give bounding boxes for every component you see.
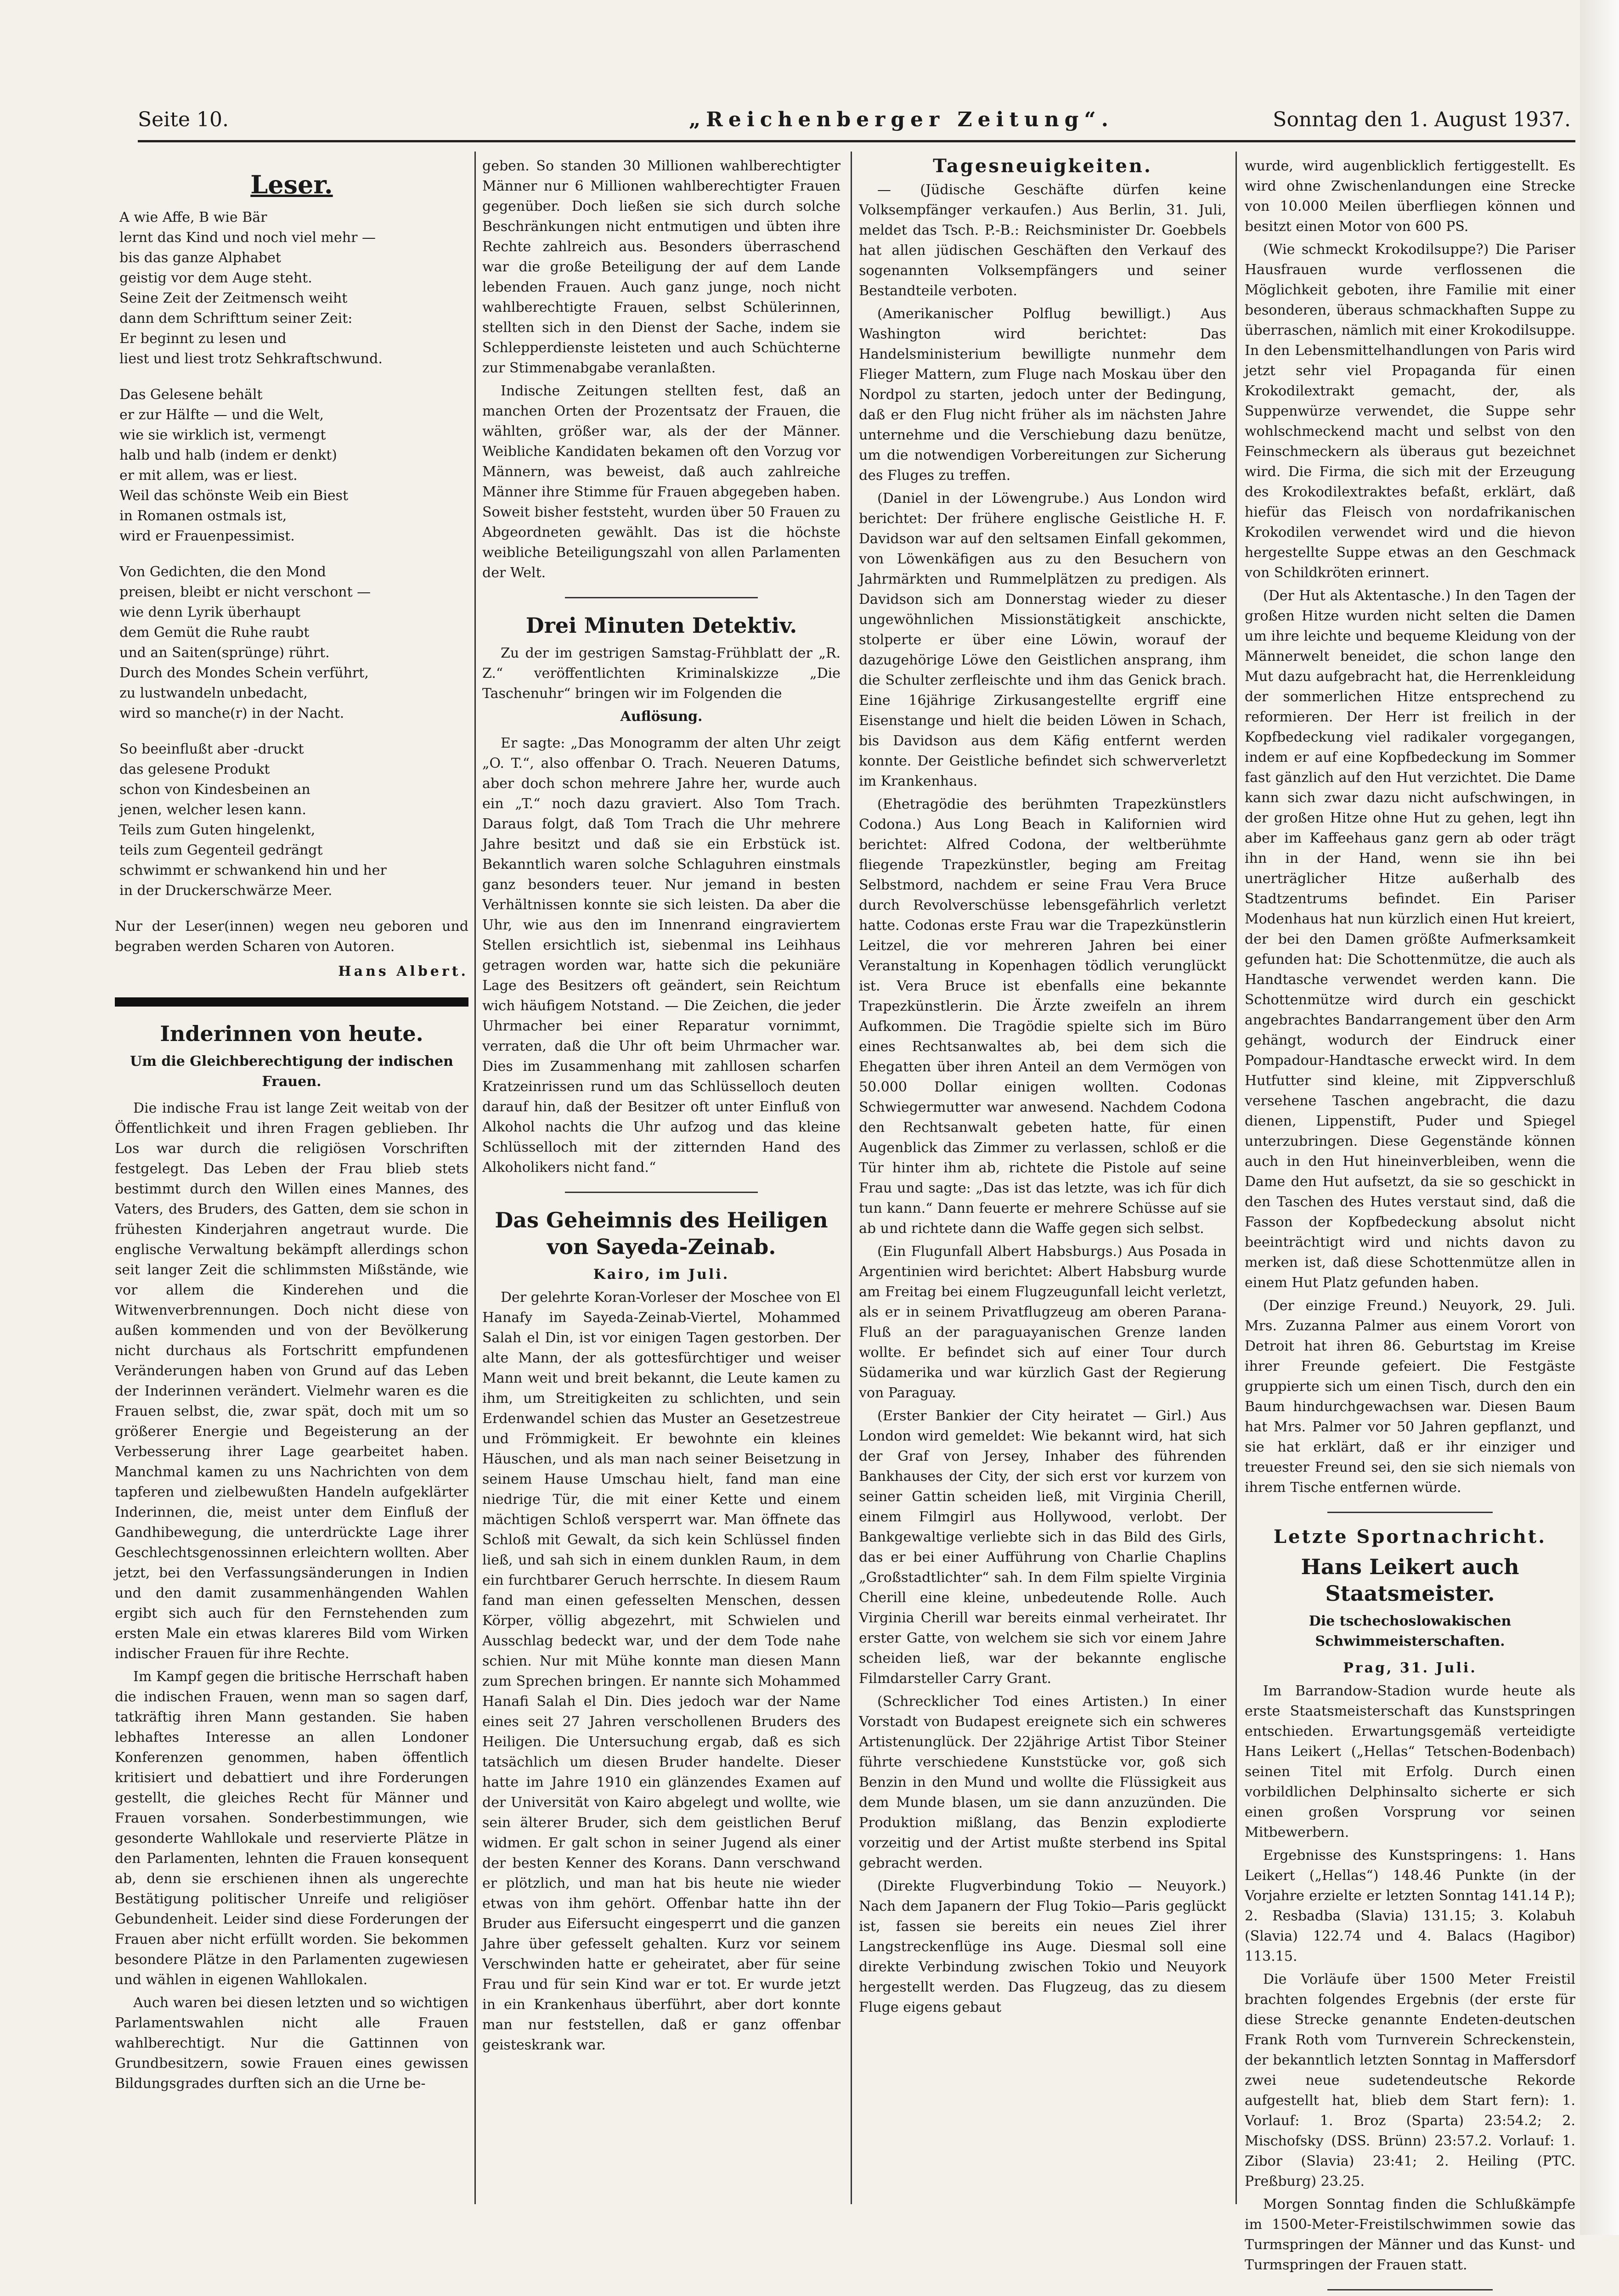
poem-line: geistig vor dem Auge steht. — [119, 270, 312, 286]
poem-line: wird er Frauenpessimist. — [119, 528, 295, 544]
column-3 — [859, 156, 1226, 2186]
poem-line: Er beginnt zu lesen und — [119, 331, 287, 347]
article-paragraph: Morgen Sonntag finden die Schlußkämpfe im 1500-Meter-Freistilschwimmen sowie das Turmspringen der Männer und das Kunst- und Turmspringen der Frauen statt. — [1245, 2196, 1575, 2273]
news-item: (Wie schmeckt Krokodilsuppe?) Die Pariser Hausfrauen wurde verflossenen die Möglichkeit geboten, ihre Familie mit einer besonderen, überaus schmackhaften Suppe zu überraschen, nämlich mit einer Krokodilsuppe. In den Lebensmittelhandlungen von Paris wird jetzt sehr viel Propaganda für einen Krokodilextrakt gemacht, der, als Suppenwürze verwendet, die Suppe sehr wohlschmeckend macht und selbst von den Feinschmeckern als überaus gut bezeichnet wird. Die Firma, die sich mit der Erzeugung des Krokodilextraktes befaßt, erklärt, daß hiefür das Fleisch von nordafrikanischen Krokodilen verwendet wird und die hievon hergestellte Suppe etwas an den Geschmack von Schildkröten erinnert. — [1245, 242, 1575, 581]
poem-line: halb und halb (indem er denkt) — [119, 447, 337, 463]
article-paragraph: Die Vorläufe über 1500 Meter Freistil brachten folgendes Ergebnis (der erste für diese Strecke genannte Endeten-deutschen Frank Roth vom Turnverein Schreckenstein, der bekanntlich letzten Sonntag in Maffersdorf zwei neue sudetendeutsche Rekorde aufgestellt hat, blieb dem Start fern): 1. Vorlauf: 1. Broz (Sparta) 23:54.2; 2. Mischofsky (DSS. Brünn) 23:57.2. Vorlauf: 1. Zibor (Slavia) 23:41; 2. Heiling (PTC. Preßburg) 23.25. — [1245, 1971, 1575, 2189]
poem-line: wird so manche(r) in der Nacht. — [119, 705, 344, 721]
column-2 — [482, 156, 841, 2186]
header-rule — [138, 140, 1575, 142]
poem-line: in der Druckerschwärze Meer. — [119, 883, 333, 899]
poem-line: Von Gedichten, die den Mond — [119, 564, 326, 580]
article-title: Drei Minuten Detektiv. — [525, 613, 797, 638]
dateline: Prag, 31. Juli. — [1343, 1660, 1477, 1676]
article-paragraph: Auch waren bei diesen letzten und so wichtigen Parlamentswahlen nicht alle Frauen wahlberechtigt. Nur die Gattinnen von Grundbesitzern, sowie Frauen eines gewissen Bildungsgrades durften sich an die Urne be- — [115, 1995, 468, 2092]
poem-line: liest und liest trotz Sehkraftschwund. — [119, 351, 383, 367]
article-title: Inderinnen von heute. — [160, 1021, 423, 1046]
poem-line: zu lustwandeln unbedacht, — [119, 685, 308, 701]
page-number: Seite 10. — [138, 108, 229, 131]
column-divider — [1235, 152, 1237, 2204]
article-paragraph: Die indische Frau ist lange Zeit weitab von der Öffentlichkeit und ihren Fragen geblieben. Ihr Los war durch die religiösen Vorschriften festgelegt. Das Leben der Frau blieb stets bestimmt durch den Willen eines Mannes, des Vaters, des Bruders, des Gatten, dem sie schon in frühesten Kinderjahren angetraut wurde. Die englische Verwaltung bekämpft allerdings schon seit langer Zeit die schlimmsten Mißstände, wie vor allem die Kinderehen und die Witwenverbrennungen. Doch nicht diese von außen kommenden und von der Bevölkerung nicht durchaus als Fortschritt empfundenen Veränderungen haben von Grund auf das Leben der Inderinnen verändert. Vielmehr waren es die Frauen selbst, die, zwar spät, doch mit um so größerer Energie und Begeisterung an der Verbesserung ihrer Lage gearbeitet haben. Manchmal kamen zu uns Nachrichten von dem tapferen und zielbewußten Handeln aufgeklärter Inderinnen, die, meist unter dem Einfluß der Gandhibewegung, die unterdrückte Lage ihrer Geschlechtsgenossinnen erleichtern wollten. Aber jetzt, bei den Verfassungsänderungen in Indien und den damit zusammenhängenden Wahlen ergibt sich auch für den Fernstehenden zum ersten Male ein etwas klareres Bild vom Wirken indischer Frauen für ihre Rechte. — [115, 1100, 468, 1662]
article-rule — [1327, 1512, 1493, 1513]
poem-line: jenen, welcher lesen kann. — [119, 802, 306, 818]
news-item: (Der Hut als Aktentasche.) In den Tagen der großen Hitze wurden nicht selten die Damen um ihre leichte und bequeme Kleidung von der Männerwelt beneidet, die schon lange den Mut dazu aufgebracht hat, die Herrenkleidung der sommerlichen Hitze entsprechend zu reformieren. Der Herr ist freilich in der Kopfbedeckung viel radikaler vorgegangen, indem er auf eine Kopfbedeckung im Sommer fast gänzlich auf den Hut verzichtet. Die Dame kann sich zwar dazu nicht aufschwingen, in der großen Hitze ohne Hut zu gehen, legt ihn aber im Kaffeehaus ganz gern ab oder trägt ihn in der Hand, wenn sie ihn bei unerträglicher Hitze außerhalb des Stadtzentrums befindet. Ein Pariser Modenhaus hat nun kürzlich einen Hut kreiert, der bei den Damen größte Aufmerksamkeit gefunden hat: Die Schottenmütze, die auch als Handtasche verwendet werden kann. Die Schottenmütze wird durch ein geschickt angebrachtes Bandarrangement über den Arm gehängt, wodurch der Eindruck einer Pompadour-Handtasche erweckt wird. In dem Hutfutter sind kleine, mit Zippverschluß versehene Taschen angebracht, die dazu dienen, Lippenstift, Puder und Spiegel unterzubringen. Diese Gegenstände können auch in den Hut hineinverbleiben, wenn die Dame den Hut aufsetzt, da sie so geschickt in den Taschen des Hutes verstaut sind, daß die Fasson der Kopfbedeckung absolut nicht beeinträchtigt wird und nichts davon zu merken ist, daß diese Schottenmütze allen in einem Hut Platz gefunden haben. — [1245, 588, 1575, 1291]
section-rule — [115, 997, 468, 1007]
article-paragraph: Der gelehrte Koran-Vorleser der Moschee von El Hanafy im Sayeda-Zeinab-Viertel, Mohammed Salah el Din, ist vor einigen Tagen gestorben. Der alte Mann, der als gottesfürchtiger und weiser Mann weit und breit bekannt, die Leute kamen zu ihm, um Streitigkeiten zu schlichten, und sein Erdenwandel schien das Muster an Gesetzestreue und Frömmigkeit. Er bewohnte ein kleines Häuschen, und als man nach seiner Beisetzung in seinem Hause Umschau hielt, fand man eine niedrige Tür, die mit einer Kette und einem mächtigen Schloß versperrt war. Man öffnete das Schloß mit Gewalt, da sich kein Schlüssel finden ließ, und sah sich in einem dunklen Raum, in dem ein furchtbarer Geruch herrschte. In diesem Raum fand man einen gefesselten Menschen, dessen Körper, völlig abgezehrt, mit Schwielen und Ausschlag bedeckt war, und der dem Tode nahe schien. Nur mit Mühe konnte man diesen Mann zum Sprechen bringen. Er nannte sich Mohammed Hanafi Salah el Din. Dies jedoch war der Name eines seit 27 Jahren verschollenen Bruders des Heiligen. Die Untersuchung ergab, daß es sich tatsächlich um diesen Bruder handelte. Dieser hatte im Jahre 1910 ein glänzendes Examen auf der Universität von Kairo abgelegt und wollte, wie sein älterer Bruder, sich dem geistlichen Beruf widmen. Er galt schon in seiner Jugend als einer der besten Kenner des Korans. Dann verschwand er plötzlich, und man hat bis heute nie wieder etwas von ihm gehört. Offenbar hatte ihn der Bruder aus Eifersucht eingesperrt und die ganzen Jahre über gefesselt gehalten. Kurz vor seinem Verschwinden hatte er geheiratet, aber für seine Frau und für sein Kind war er tot. Er wurde jetzt in ein Krankenhaus überführt, aber dort konnte man nur feststellen, daß er ganz offenbar geisteskrank war. — [482, 1289, 841, 2053]
poem-line: wie sie wirklich ist, vermengt — [119, 427, 326, 443]
poem-stanza — [119, 739, 468, 901]
poem-line: er zur Hälfte — und die Welt, — [119, 407, 324, 423]
news-item: (Schrecklicher Tod eines Artisten.) In einer Vorstadt von Budapest ereignete sich ein schweres Artistenunglück. Der 22jährige Artist Tibor Steiner führte verschiedene Kunststücke vor, goß sich Benzin in den Mund und wollte die Flüssigkeit aus dem Munde blasen, um sie dann anzuzünden. Die Produktion mißlang, das Benzin explodierte vorzeitig und der Artist mußte sterbend ins Spital gebracht werden. — [859, 1694, 1226, 1871]
poem-stanza — [119, 208, 468, 369]
section-title: Tagesneuigkeiten. — [933, 155, 1152, 177]
poem-line: wie denn Lyrik überhaupt — [119, 604, 301, 620]
poem-author: Hans Albert. — [338, 963, 468, 979]
column-divider — [851, 152, 852, 2204]
poem-line: Das Gelesene behält — [119, 387, 263, 403]
poem-title: Leser. — [250, 170, 333, 199]
poem-line: preisen, bleibt er nicht verschont — — [119, 584, 371, 600]
article-paragraph: Zu der im gestrigen Samstag-Frühblatt der „R. Z.“ veröffentlichten Kriminalskizze „Die Taschenuhr“ bringen wir im Folgenden die — [482, 645, 841, 702]
article-paragraph: Im Barrandow-Stadion wurde heute als erste Staatsmeisterschaft das Kunstspringen entschieden. Erwartungsgemäß verteidigte Hans Leikert („Hellas“ Tetschen-Bodenbach) seinen Titel mit Erfolg. Durch einen vorbildlichen Delphinsalto sicherte er sich einen großen Vorsprung vor seinen Mitbewerbern. — [1245, 1683, 1575, 1840]
column-divider — [474, 152, 476, 2204]
article-paragraph: Im Kampf gegen die britische Herrschaft haben die indischen Frauen, wenn man so sagen darf, tatkräftig ihren Mann gestanden. Sie haben lebhaftes Interesse an allen Londoner Konferenzen genommen, haben öffentlich kritisiert und debattiert und ihre Forderungen gestellt, die gleiches Recht für Männer und Frauen vorsahen. Sonderbestimmungen, wie gesonderte Wahllokale und reservierte Plätze in den Parlamenten, lehnten die Frauen konsequent ab, denn sie erschienen ihnen als ungerechte Bestätigung politischer Unreife und religiöser Gebundenheit. Leider sind diese Forderungen der Frauen aber nicht erfüllt worden. Sie bekommen besondere Plätze in den Parlamenten zugewiesen und wählen in eigenen Wahllokalen. — [115, 1669, 468, 1988]
article-rule — [565, 1192, 758, 1193]
poem-line: teils zum Gegenteil gedrängt — [119, 842, 323, 858]
article-rule — [565, 597, 758, 598]
poem-line: dann dem Schrifttum seiner Zeit: — [119, 310, 353, 326]
news-item: (Erster Bankier der City heiratet — Girl.) Aus London wird gemeldet: Wie bekannt wird, hat sich der Graf von Jersey, Inhaber des führenden Bankhauses der City, der sich erst vor kurzem von seiner Gattin scheiden ließ, mit Virginia Cherill, einem Filmgirl aus Hollywood, verlobt. Der Bankgewaltige verliebte sich in das Bild des Girls, das er bei einer Aufführung von Charlie Chaplins „Großstadtlichter“ sah. In dem Film spielte Virginia Cherill eine kleine, unbedeutende Rolle. Auch Virginia Cherill war bereits einmal verheiratet. Ihr erster Gatte, von welchem sie sich vor einem Jahre scheiden ließ, war der bekannte englische Filmdarsteller Carry Grant. — [859, 1408, 1226, 1687]
poem-epilogue: Nur der Leser(innen) wegen neu geboren und begraben werden Scharen von Autoren. — [115, 918, 468, 955]
news-item: — (Jüdische Geschäfte dürfen keine Volksempfänger verkaufen.) Aus Berlin, 31. Juli, meldet das Tsch. P.-B.: Reichsminister Dr. Goebbels hat allen jüdischen Geschäften den Verkauf des sogenannten Volksempfängers und seiner Bestandteile verboten. — [859, 182, 1226, 299]
dateline: Kairo, im Juli. — [593, 1266, 730, 1283]
poem-stanza — [119, 385, 468, 546]
section-title: Letzte Sportnachricht. — [1273, 1526, 1547, 1548]
poem-line: lernt das Kind und noch viel mehr — — [119, 230, 376, 246]
article-subtitle: Um die Gleichberechtigung der indischen Frauen. — [130, 1053, 453, 1090]
poem-stanza — [119, 562, 468, 724]
news-item: (Ein Flugunfall Albert Habsburgs.) Aus Posada in Argentinien wird berichtet: Albert Habsburg wurde am Freitag bei einem Flugzeugunfall leicht verletzt, als er in seinem Privatflugzeug am oberen Parana-Fluß an der paraguayanischen Grenze landen wollte. Er befindet sich auf einer Tour durch Südamerika und war kürzlich Gast der Regierung von Paraguay. — [859, 1244, 1226, 1401]
article-rule — [1327, 2289, 1493, 2290]
poem-line: Teils zum Guten hingelenkt, — [119, 822, 316, 838]
news-item: (Ehetragödie des berühmten Trapezkünstlers Codona.) Aus Long Beach in Kalifornien wird berichtet: Alfred Codona, der weltberühmte fliegende Trapezkünstler, beging am Freitag Selbstmord, nachdem er seine Frau Vera Bruce durch Revolverschüsse lebensgefährlich verletzt hatte. Codonas erste Frau war die Trapezkünstlerin Leitzel, die vor mehreren Jahren bei einer Veranstaltung in Kopenhagen tödlich verunglückt ist. Vera Bruce ist ebenfalls eine bekannte Trapezkünstlerin. Die Ärzte zweifeln an ihrem Aufkommen. Die Tragödie spielte sich im Büro eines Rechtsanwaltes ab, bei dem sich die Ehegatten über ihren Anteil an dem Vermögen von 50.000 Dollar einigen wollten. Codonas Schwiegermutter war anwesend. Nachdem Codona den Rechtsanwalt gebeten hatte, für einen Augenblick das Zimmer zu verlassen, schloß er die Tür hinter ihm ab, richtete die Pistole auf seine Frau und sagte: „Das ist das letzte, was ich für dich tun kann.“ Dann feuerte er mehrere Schüsse auf sie ab und richtete dann die Waffe gegen sich selbst. — [859, 796, 1226, 1237]
poem-line: dem Gemüt die Ruhe raubt — [119, 625, 310, 641]
column-1 — [115, 156, 468, 2186]
masthead: „Reichenberger Zeitung“. — [689, 108, 1114, 131]
poem-line: schwimmt er schwankend hin und her — [119, 862, 387, 878]
poem-line: Durch des Mondes Schein verführt, — [119, 665, 369, 681]
news-item: (Amerikanischer Polflug bewilligt.) Aus Washington wird berichtet: Das Handelsministerium bewilligte nunmehr dem Flieger Mattern, zum Fluge nach Moskau über den Nordpol zu starten, jedoch unter der Bedingung, daß er den Flug nicht früher als im nächsten Jahre unternehme und die Verschiebung dazu benütze, um die notwendigen Vorbereitungen zur Sicherung des Fluges zu treffen. — [859, 306, 1226, 484]
page-header — [138, 108, 1571, 140]
article-subtitle: Die tschechoslowakischen Schwimmeisterschaften. — [1309, 1613, 1512, 1649]
poem-line: das gelesene Produkt — [119, 761, 270, 777]
article-paragraph: Indische Zeitungen stellten fest, daß an manchen Orten der Prozentsatz der Frauen, die wählten, größer war, als der der Männer. Weibliche Kandidaten bekamen oft den Vorzug vor Männern, was beweist, daß auch zahlreiche Männer ihre Stimme für Frauen abgegeben haben. Soweit bisher feststeht, wurden über 50 Frauen zu Abgeordneten gewählt. Das ist die höchste weibliche Beteiligungszahl von allen Parlamenten der Welt. — [482, 383, 841, 581]
poem-line: und an Saiten(sprünge) rührt. — [119, 645, 330, 661]
poem-line: Seine Zeit der Zeitmensch weiht — [119, 290, 348, 306]
article-title: Das Geheimnis des Heiligen von Sayeda-Zeinab. — [495, 1208, 828, 1259]
article-paragraph: Ergebnisse des Kunstspringens: 1. Hans Leikert („Hellas“) 148.46 Punkte (in der Vorjahre erzielte er letzten Sonntag 141.14 P.); 2. Resbadba (Slavia) 131.15; 3. Kolabuh (Slavia) 122.74 und 4. Balacs (Hagibor) 113.15. — [1245, 1847, 1575, 1964]
article-title: Hans Leikert auch Staatsmeister. — [1301, 1554, 1519, 1606]
news-item: (Der einzige Freund.) Neuyork, 29. Juli. Mrs. Zuzanna Palmer aus einem Vorort von Detroit hat ihren 86. Geburtstag im Kreise ihrer Freunde gefeiert. Die Festgäste gruppierte sich um einen Tisch, durch den ein Baum hindurchgewachsen war. Diesen Baum hat Mrs. Palmer vor 50 Jahren gepflanzt, und sie hat erklärt, daß er ihr einziger und treuester Freund sei, den sie sich niemals von ihrem Tische entfernen würde. — [1245, 1298, 1575, 1496]
poem-line: So beeinflußt aber -druckt — [119, 741, 304, 757]
poem-line: Weil das schönste Weib ein Biest — [119, 488, 349, 504]
column-4 — [1245, 156, 1575, 2273]
poem-line: A wie Affe, B wie Bär — [119, 209, 267, 225]
news-item: (Daniel in der Löwengrube.) Aus London wird berichtet: Der frühere englische Geistliche H. F. Davidson war auf den seltsamen Einfall gekommen, von Löwenkäfigen aus zu den Besuchern von Jahrmärkten und Rummelplätzen zu predigen. Als Davidson sich am Donnerstag wieder zu dieser ungewöhnlichen Missionstätigkeit anschickte, stolperte er über eine Löwin, worauf der dazugehörige Löwe den Geistlichen ansprang, ihm die Schulter zerfleischte und ihm das Genick brach. Eine 16jährige Zirkusangestellte ergriff eine Eisenstange und hielt die beiden Löwen in Schach, bis Davidson aus dem Käfig entfernt werden konnte. Der Geistliche befindet sich schwerverletzt im Krankenhaus. — [859, 490, 1226, 789]
news-item: wurde, wird augenblicklich fertiggestellt. Es wird ohne Zwischenlandungen eine Strecke von 10.000 Meilen überfliegen können und besitzt einen Motor von 600 PS. — [1245, 158, 1575, 235]
issue-date: Sonntag den 1. August 1937. — [1273, 108, 1571, 131]
poem-line: schon von Kindesbeinen an — [119, 782, 310, 798]
article-subtitle: Auflösung. — [620, 709, 703, 725]
page-edge — [1580, 0, 1619, 2235]
poem-line: er mit allem, was er liest. — [119, 467, 298, 484]
article-paragraph: geben. So standen 30 Millionen wahlberechtigter Männer nur 6 Millionen wahlberechtigter Frauen gegenüber. Doch ließen sie sich durch solche Beschränkungen nicht entmutigen und übten ihre Rechte zahlreich aus. Besonders überraschend war die große Beteiligung der auf dem Lande lebenden Frauen. Auch ganz junge, noch nicht wahlberechtigte Frauen, selbst Schülerinnen, stellten sich in den Dienst der Sache, indem sie Schlepperdienste leisteten und auch Schüchterne zur Stimmenabgabe veranlaßten. — [482, 158, 841, 376]
article-paragraph: Er sagte: „Das Monogramm der alten Uhr zeigt „O. T.“, also offenbar O. Trach. Neueren Datums, aber doch schon mehrere Jahre her, wurde auch ein „T.“ noch dazu graviert. Also Tom Trach. Daraus folgt, daß Tom Trach die Uhr mehrere Jahre besitzt und daß sie ein Erbstück ist. Bekanntlich waren solche Schlaguhren einstmals ganz besonders teuer. Nur jemand in besten Verhältnissen konnte sie sich leisten. Da aber die Uhr, wie aus den im Innenrand eingraviertem Stellen ersichtlich ist, siebenmal ins Leihhaus getragen worden war, hatte sich die pekuniäre Lage des Besitzers oft geändert, sein Reichtum wich häufigem Notstand. — Die Zeichen, die jeder Uhrmacher bei einer Reparatur vornimmt, verraten, daß die Uhr oft beim Uhrmacher war. Dies im Zusammenhang mit zahllosen scharfen Kratzeinrissen rund um das Schlüsselloch deuten darauf hin, daß der Besitzer oft unter Einfluß von Alkohol nachts die Uhr aufzog und das kleine Schlüsselloch mit der zitternden Hand des Alkoholikers nicht fand.“ — [482, 735, 841, 1176]
poem-line: in Romanen ostmals ist, — [119, 508, 287, 524]
poem-line: bis das ganze Alphabet — [119, 250, 281, 266]
news-item: (Direkte Flugverbindung Tokio — Neuyork.) Nach dem Japanern der Flug Tokio—Paris geglückt ist, fassen sie bereits ein neues Ziel ihrer Langstreckenflüge ins Auge. Diesmal soll eine direkte Verbindung zwischen Tokio und Neuyork hergestellt werden. Das Flugzeug, das zu diesem Fluge eigens gebaut — [859, 1878, 1226, 2015]
